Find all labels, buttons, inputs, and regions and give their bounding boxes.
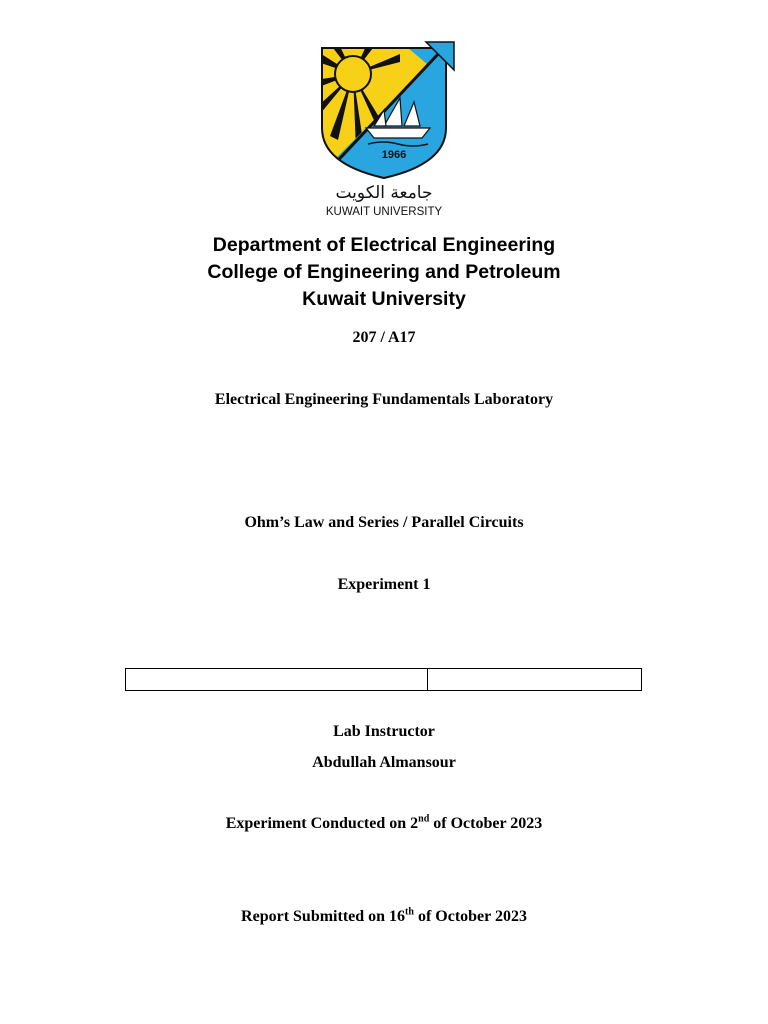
department-line: Department of Electrical Engineering xyxy=(212,234,556,256)
submitted-rest: of October 2023 xyxy=(413,908,527,925)
conducted-ordinal: nd xyxy=(418,813,430,825)
submitted-ordinal: th xyxy=(405,906,414,918)
arabic-university-name: جامعة الكويت xyxy=(335,183,433,203)
department-heading xyxy=(0,232,768,313)
student-info-table xyxy=(125,668,642,691)
english-university-name: KUWAIT UNIVERSITY xyxy=(325,206,443,218)
conducted-prefix: Experiment Conducted on 2 xyxy=(225,815,419,832)
seal-year-text: 1966 xyxy=(381,149,407,161)
university-logo xyxy=(308,40,460,220)
college-line: College of Engineering and Petroleum xyxy=(207,261,561,283)
course-code: 207 / A17 xyxy=(352,329,416,346)
course-title: Electrical Engineering Fundamentals Laboratory xyxy=(214,391,554,408)
table-cell xyxy=(428,669,641,690)
instructor-name: Abdullah Almansour xyxy=(312,754,456,771)
university-seal-graphic xyxy=(308,40,460,220)
university-line: Kuwait University xyxy=(302,288,466,310)
experiment-number: Experiment 1 xyxy=(337,576,431,593)
instructor-label: Lab Instructor xyxy=(333,723,435,740)
submitted-prefix: Report Submitted on 16 xyxy=(241,908,406,925)
table-cell xyxy=(126,669,428,690)
experiment-title: Ohm’s Law and Series / Parallel Circuits xyxy=(244,514,524,531)
submitted-date xyxy=(0,908,768,926)
conducted-date xyxy=(0,815,768,833)
conducted-rest: of October 2023 xyxy=(429,815,543,832)
